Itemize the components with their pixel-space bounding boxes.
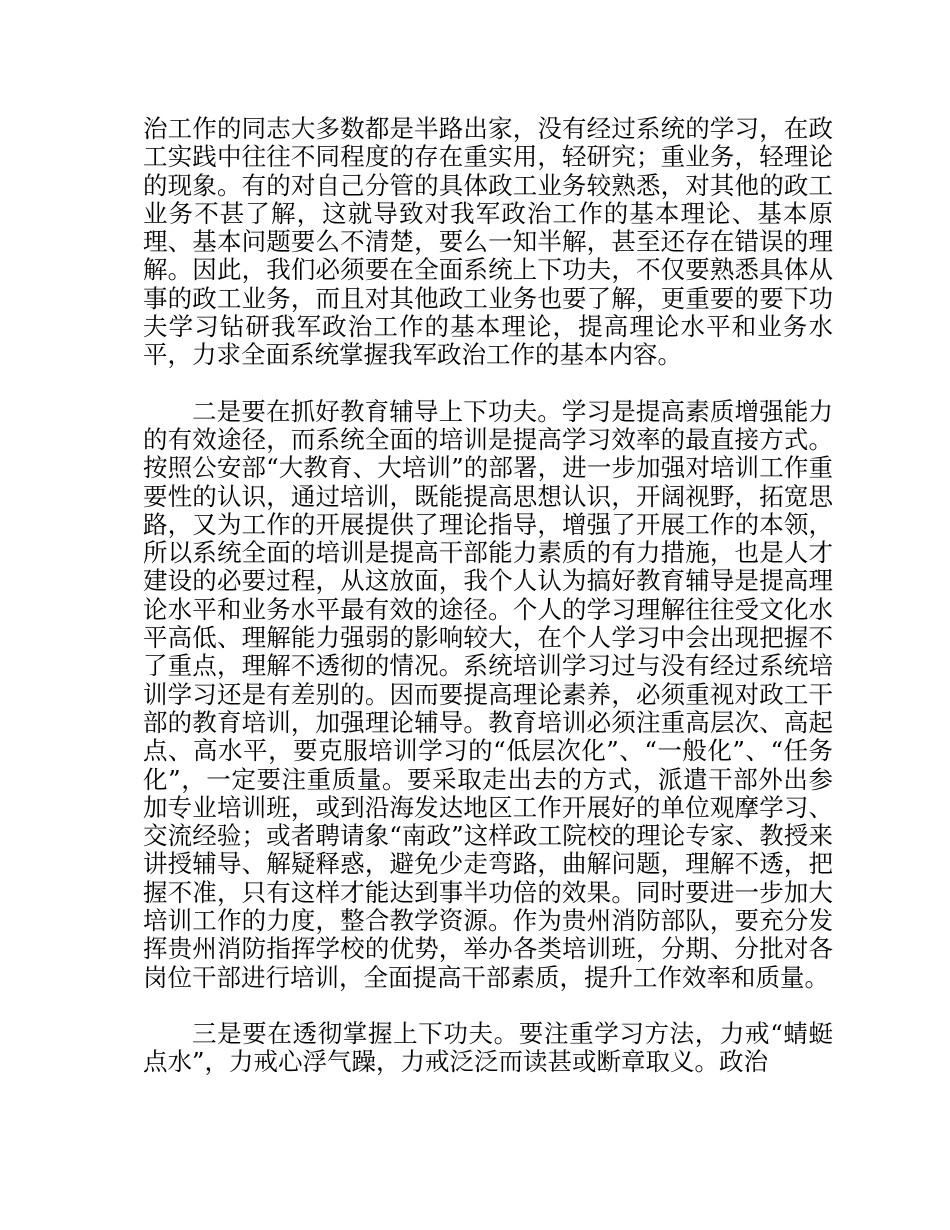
paragraph-point-two: 二是要在抓好教育辅导上下功夫。学习是提高素质增强能力的有效途径，而系统全面的培训是提高学习效率的最直接方式。按照公安部“大教育、大培训”的部署，进一步加强对培训工作重要性的认识，通过培训，既能提高思想认识，开阔视野，拓宽思路，又为工作的开展提供了理论指导，增强了开展工作的本领，所以系统全面的培训是提高干部能力素质的有力措施，也是人才建设的必要过程，从这放面，我个人认为搞好教育辅导是提高理论水平和业务水平最有效的途径。个人的学习理解往往受文化水平高低、理解能力强弱的影响较大，在个人学习中会出现把握不了重点，理解不透彻的情况。系统培训学习过与没有经过系统培训学习还是有差别的。因而要提高理论素养，必须重视对政工干部的教育培训，加强理论辅导。教育培训必须注重高层次、高起点、高水平，要克服培训学习的“低层次化”、“一般化”、“任务化”，一定要注重质量。要采取走出去的方式，派遣干部外出参加专业培训班，或到沿海发达地区工作开展好的单位观摩学习、交流经验；或者聘请象“南政”这样政工院校的理论专家、教授来讲授辅导、解疑释惑，避免少走弯路，曲解问题，理解不透，把握不准，只有这样才能达到事半功倍的效果。同时要进一步加大培训工作的力度，整合教学资源。作为贵州消防部队，要充分发挥贵州消防指挥学校的优势，举办各类培训班，分期、分批对各岗位干部进行培训，全面提高干部素质，提升工作效率和质量。: [143, 396, 833, 992]
paragraph-continuation: 治工作的同志大多数都是半路出家，没有经过系统的学习，在政工实践中往往不同程度的存在重实用，轻研究；重业务，轻理论的现象。有的对自己分管的具体政工业务较熟悉，对其他的政工业务不甚了解，这就导致对我军政治工作的基本理论、基本原理、基本问题要么不清楚，要么一知半解，甚至还存在错误的理解。因此，我们必须要在全面系统上下功夫，不仅要熟悉具体从事的政工业务，而且对其他政工业务也要了解，更重要的要下功夫学习钻研我军政治工作的基本理论，提高理论水平和业务水平，力求全面系统掌握我军政治工作的基本内容。: [143, 114, 833, 370]
body-text: [143, 115, 833, 1105]
paragraph-point-three: 三是要在透彻掌握上下功夫。要注重学习方法，力戒“蜻蜓点水”，力戒心浮气躁，力戒泛泛而读甚或断章取义。政治: [143, 1018, 833, 1077]
